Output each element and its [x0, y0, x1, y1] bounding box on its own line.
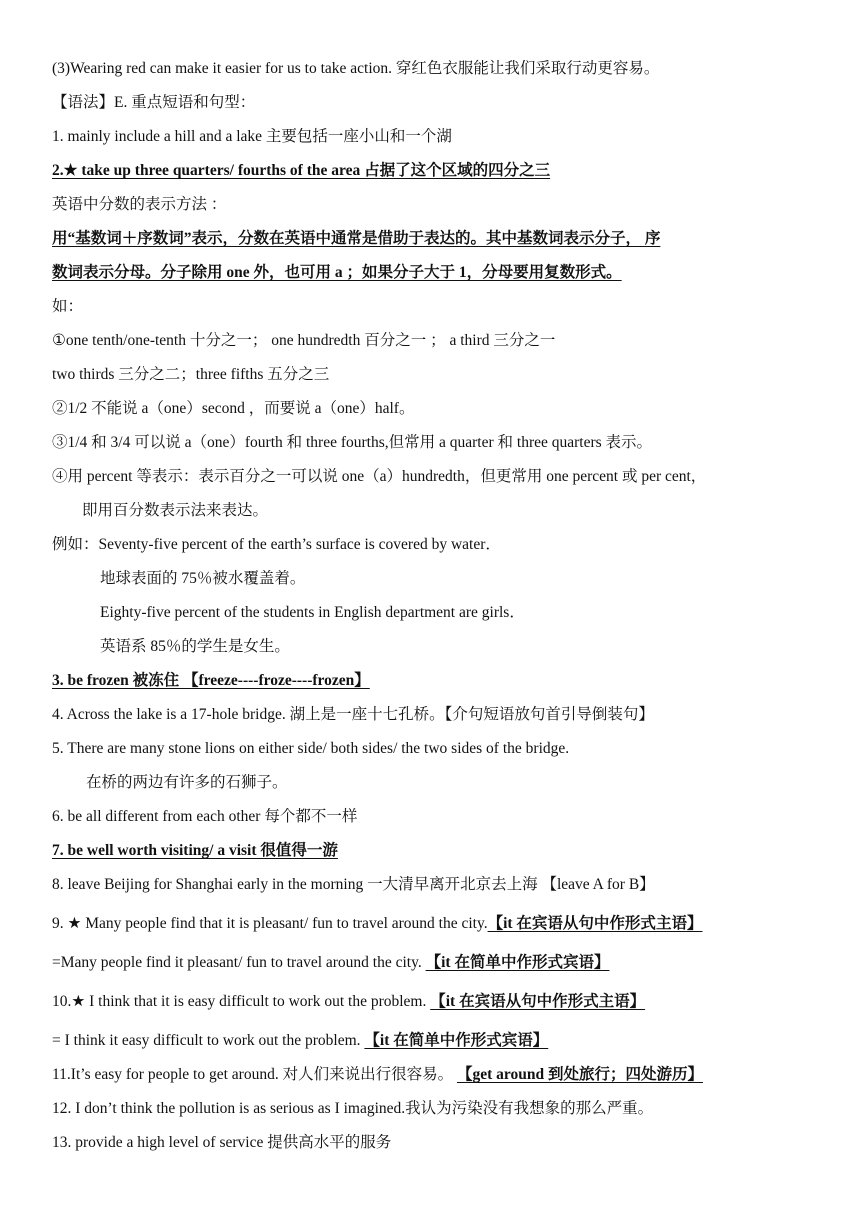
sentence-text: 10.★ I think that it is easy difficult to work out the problem.	[52, 993, 431, 1010]
example-line: ④用 percent 等表示：表示百分之一可以说 one（a）hundredth，但更常用 one percent 或 per cent，	[52, 468, 707, 485]
text-line: 英语中分数的表示方法 ：	[52, 196, 227, 213]
phrase-item: 13. provide a high level of service 提供高水平的服务	[52, 1134, 392, 1151]
phrase-item: 4. Across the lake is a 17-hole bridge. 湖上是一座十七孔桥。【介句短语放句首引导倒装句】	[52, 706, 654, 723]
phrase-item: 5. There are many stone lions on either side/ both sides/ the two sides of the bridge.	[52, 740, 570, 757]
sentence-text: 9. ★ Many people find that it is pleasant/ fun to travel around the city.	[52, 915, 488, 932]
phrase-item: 12. I don’t think the pollution is as serious as I imagined.我认为污染没有我想象的那么严重。	[52, 1100, 654, 1117]
example-line: two thirds 三分之二；three fifths 五分之三	[52, 366, 330, 383]
example-line: 即用百分数表示法来表达。	[82, 502, 269, 519]
example-line: ③1/4 和 3/4 可以说 a（one）fourth 和 three fourths,但常用 a quarter 和 three quarters 表示。	[52, 434, 653, 451]
translation-line: 英语系 85％的学生是女生。	[100, 638, 290, 655]
phrase-item: 1. mainly include a hill and a lake 主要包括一座小山和一个湖	[52, 128, 452, 145]
grammar-note: 【it 在宾语从句中作形式主语】	[487, 915, 703, 932]
rule-text: 用“基数词＋序数词”表示，分数在英语中通常是借助于表达的。其中基数词表示分子， 序	[52, 230, 661, 247]
phrase-item-key: 2.★ take up three quarters/ fourths of the area 占据了这个区域的四分之三	[52, 162, 551, 179]
phrase-item	[52, 1030, 548, 1052]
example-line: ②1/2 不能说 a（one）second ，而要说 a（one）half。	[52, 400, 415, 417]
translation-line: 在桥的两边有许多的石狮子。	[86, 774, 288, 791]
sentence-text: 11.It’s easy for people to get around. 对人们来说出行很容易。	[52, 1066, 457, 1083]
section-heading: 【语法】E. 重点短语和句型：	[52, 94, 256, 111]
phrase-item	[52, 952, 609, 974]
translation-line: 地球表面的 75％被水覆盖着。	[100, 570, 306, 587]
grammar-note: 【it 在简单中作形式宾语】	[364, 1032, 549, 1049]
example-line: Eighty-five percent of the students in English department are girls．	[100, 604, 525, 621]
phrase-item: 6. be all different from each other 每个都不一样	[52, 808, 358, 825]
sentence-text: =Many people find it pleasant/ fun to travel around the city.	[52, 954, 426, 971]
example-line: ①one tenth/one-tenth 十分之一； one hundredth 百分之一 ； a third 三分之一	[52, 332, 556, 349]
phrase-item: 8. leave Beijing for Shanghai early in the morning 一大清早离开北京去上海 【leave A for B】	[52, 876, 655, 893]
phrase-item	[52, 1064, 703, 1086]
phrase-item	[52, 991, 645, 1013]
grammar-note: 【get around 到处旅行；四处游历】	[456, 1066, 703, 1083]
phrase-item-key: 3. be frozen 被冻住 【freeze----froze----frozen】	[52, 672, 370, 689]
example-line: 例如：Seventy-five percent of the earth’s surface is covered by water．	[52, 536, 501, 553]
sentence-text: = I think it easy difficult to work out the problem.	[52, 1032, 365, 1049]
text-line: 如：	[52, 298, 84, 315]
grammar-note: 【it 在简单中作形式宾语】	[425, 954, 610, 971]
rule-text: 数词表示分母。分子除用 one 外，也可用 a ；如果分子大于 1，分母要用复数形式。	[52, 264, 622, 281]
text-line: (3)Wearing red can make it easier for us to take action. 穿红色衣服能让我们采取行动更容易。	[52, 60, 660, 77]
grammar-note: 【it 在宾语从句中作形式主语】	[430, 993, 646, 1010]
phrase-item	[52, 913, 702, 935]
phrase-item-key: 7. be well worth visiting/ a visit 很值得一游	[52, 842, 338, 859]
